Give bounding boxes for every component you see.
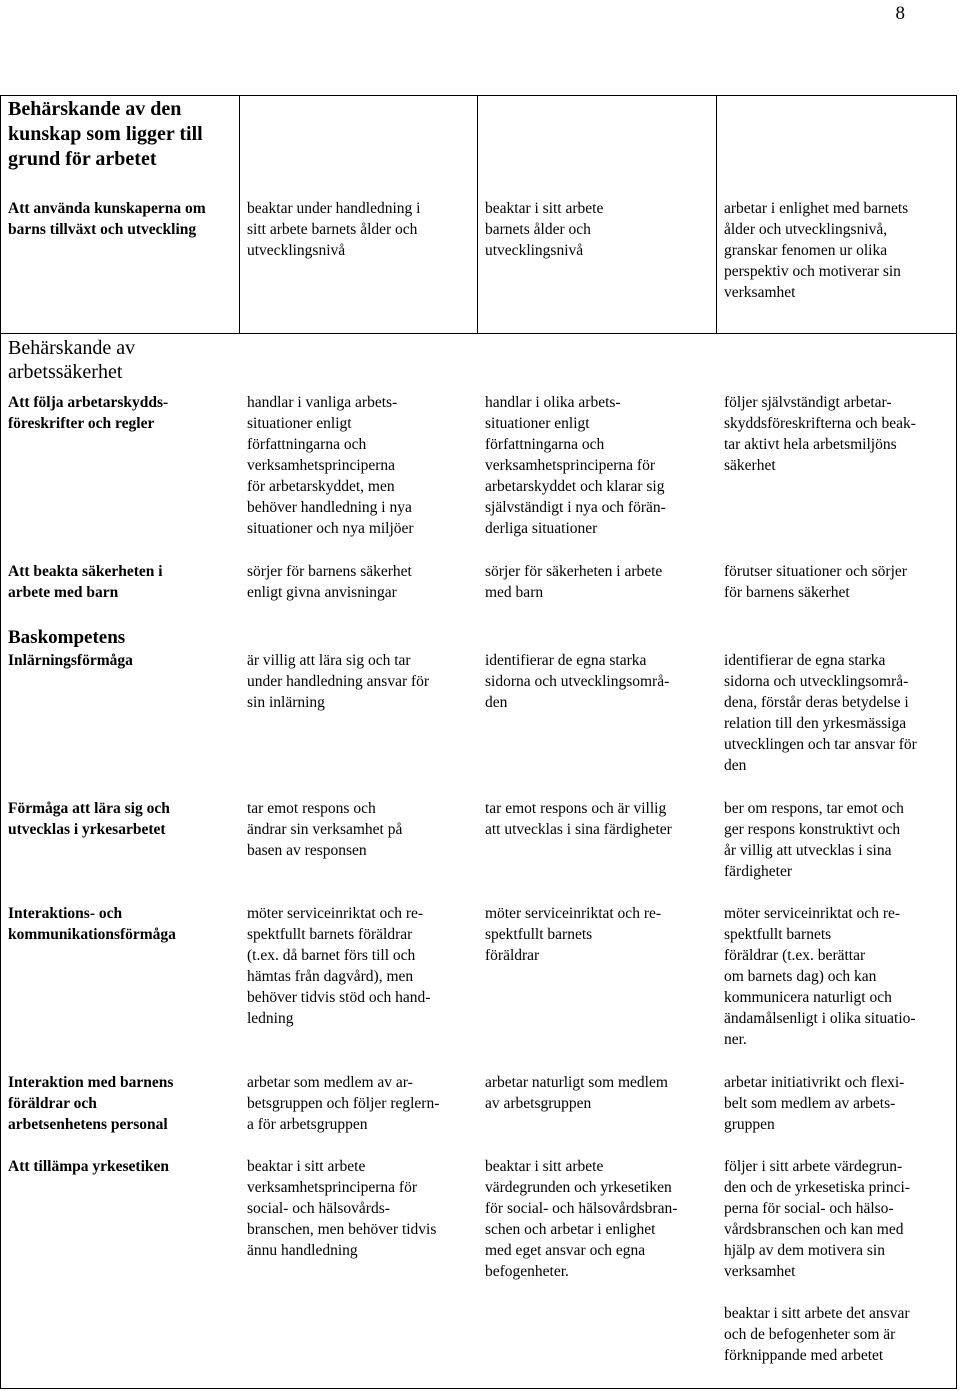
- criteria-level-1: är villig att lära sig och tar under handledning ansvar för sin inlärning: [247, 652, 430, 711]
- row-label: Interaktions- och kommunikationsförmåga: [8, 905, 176, 943]
- page-number: 8: [895, 3, 905, 24]
- criteria-level-1: handlar i vanliga arbets- situationer enligt författningarna och verksamhetsprinciperna för arbetarskyddet, men behöver handledning i nya situationer och nya miljöer: [247, 394, 414, 537]
- row-label: Att använda kunskaperna om barns tillväxt och utveckling: [8, 200, 206, 238]
- column-divider-3: [716, 95, 717, 333]
- table-border-left: [0, 95, 1, 1389]
- row-label: Interaktion med barnens föräldrar och arbetsenhetens personal: [8, 1074, 174, 1133]
- section-heading-knowledge: Behärskande av den kunskap som ligger till grund för arbetet: [8, 98, 203, 170]
- criteria-level-1: tar emot respons och ändrar sin verksamhet på basen av responsen: [247, 800, 403, 859]
- criteria-level-1: beaktar under handledning i sitt arbete barnets ålder och utvecklingsnivå: [247, 200, 421, 259]
- row-label: Att följa arbetarskydds- föreskrifter och regler: [8, 394, 169, 432]
- criteria-level-2: sörjer för säkerheten i arbete med barn: [485, 563, 663, 601]
- criteria-level-1: möter serviceinriktat och re- spektfullt barnets föräldrar (t.ex. då barnet förs till och hämtas från dagvård), men behöver tidvis stöd och hand- ledning: [247, 905, 431, 1027]
- row-label: Förmåga att lära sig och utvecklas i yrkesarbetet: [8, 800, 170, 838]
- criteria-level-2: beaktar i sitt arbete barnets ålder och utvecklingsnivå: [485, 200, 604, 259]
- section-heading-basic-competence: Baskompetens: [8, 627, 126, 648]
- criteria-level-3: arbetar i enlighet med barnets ålder och utvecklingsnivå, granskar fenomen ur olika perspektiv och motiverar sin verksamhet: [724, 200, 909, 301]
- criteria-level-3-extra: beaktar i sitt arbete det ansvar och de befogenheter som är förknippande med arbetet: [724, 1305, 910, 1364]
- criteria-level-3: ber om respons, tar emot och ger respons konstruktivt och år villig att utvecklas i sina färdigheter: [724, 800, 904, 880]
- row-label: Inlärningsförmåga: [8, 652, 133, 669]
- criteria-level-3: identifierar de egna starka sidorna och utvecklingsområ- dena, förstår deras betydelse i relation till den yrkesmässiga utvecklingen och tar ansvar för den: [724, 652, 917, 774]
- criteria-level-2: arbetar naturligt som medlem av arbetsgruppen: [485, 1074, 668, 1112]
- criteria-level-3: följer i sitt arbete värdegrun- den och de yrkesetiska princi- perna för social- och hälso- vårdsbranschen och kan med hjälp av dem motivera sin verksamhet: [724, 1158, 910, 1280]
- criteria-level-3: följer självständigt arbetar- skyddsföreskrifterna och beak- tar aktivt hela arbetsmiljöns säkerhet: [724, 394, 916, 474]
- criteria-level-1: sörjer för barnens säkerhet enligt givna anvisningar: [247, 563, 412, 601]
- column-divider-1: [239, 95, 240, 333]
- column-divider-2: [477, 95, 478, 333]
- criteria-level-2: handlar i olika arbets- situationer enligt författningarna och verksamhetsprinciperna för arbetarskyddet och klarar sig självständigt i nya och förän- derliga situationer: [485, 394, 666, 537]
- criteria-level-3: förutser situationer och sörjer för barnens säkerhet: [724, 563, 907, 601]
- criteria-level-2: beaktar i sitt arbete värdegrunden och yrkesetiken för social- och hälsovårdsbran- schen och arbetar i enlighet med eget ansvar och egna befogenheter.: [485, 1158, 678, 1280]
- criteria-level-1: beaktar i sitt arbete verksamhetsprinciperna för social- och hälsovårds- branschen, men behöver tidvis ännu handledning: [247, 1158, 437, 1259]
- criteria-level-1: arbetar som medlem av ar- betsgruppen och följer reglern- a för arbetsgruppen: [247, 1074, 440, 1133]
- row-label: Att beakta säkerheten i arbete med barn: [8, 563, 163, 601]
- criteria-level-2: tar emot respons och är villig att utvecklas i sina färdigheter: [485, 800, 672, 838]
- row-label: Att tillämpa yrkesetiken: [8, 1158, 170, 1175]
- criteria-level-2: möter serviceinriktat och re- spektfullt barnets föräldrar: [485, 905, 662, 964]
- criteria-level-2: identifierar de egna starka sidorna och utvecklingsområ- den: [485, 652, 670, 711]
- criteria-level-3: möter serviceinriktat och re- spektfullt barnets föräldrar (t.ex. berättar om barnets dag) och kan kommunicera naturligt och ändamålsenligt i olika situatio- ner.: [724, 905, 916, 1048]
- row-divider: [0, 333, 957, 334]
- table-border-bottom: [0, 1388, 957, 1389]
- section-heading-safety: Behärskande av arbetssäkerhet: [8, 337, 136, 383]
- criteria-level-3: arbetar initiativrikt och flexi- belt som medlem av arbets- gruppen: [724, 1074, 905, 1133]
